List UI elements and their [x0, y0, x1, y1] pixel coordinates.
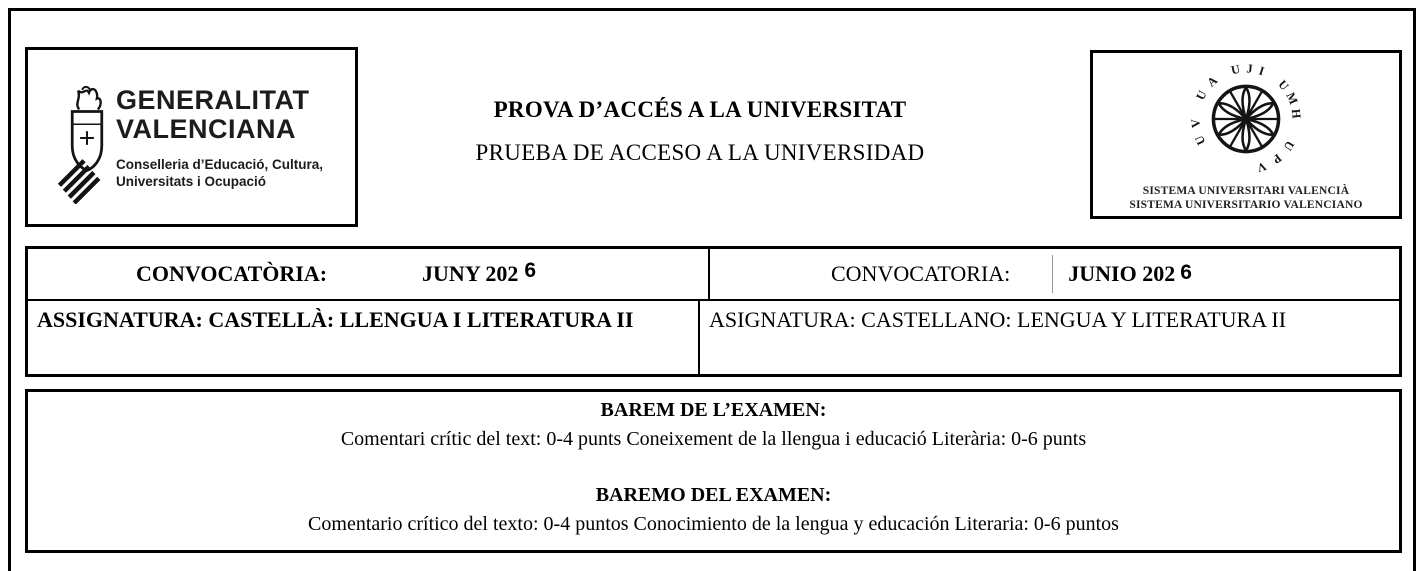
- exam-title-valencian: PROVA D’ACCÉS A LA UNIVERSITAT: [493, 97, 907, 122]
- info-table: [25, 246, 1402, 377]
- svg-text:U: U: [1193, 88, 1210, 103]
- convocatoria-label-valencian: CONVOCATÒRIA:: [136, 261, 328, 286]
- svg-text:J: J: [1245, 61, 1254, 76]
- convocatoria-cell-spanish: [710, 249, 1399, 299]
- svg-text:U: U: [1280, 138, 1298, 154]
- svg-text:I: I: [1257, 63, 1267, 79]
- svg-text:A: A: [1204, 73, 1221, 90]
- generalitat-logo-box: [25, 47, 358, 227]
- svg-text:M: M: [1283, 90, 1301, 107]
- generalitat-name: [116, 86, 323, 144]
- svg-text:V: V: [1255, 159, 1268, 176]
- barem-body-spanish: Comentario crítico del texto: 0-4 puntos Conocimiento de la lengua y educación Literaria: 0-6 puntos: [308, 513, 1119, 535]
- exam-titles: [400, 97, 1000, 166]
- suv-caption-spanish: SISTEMA UNIVERSITARIO VALENCIANO: [1129, 199, 1363, 211]
- convocatoria-digit-spanish: 6: [1180, 261, 1192, 284]
- convocatoria-digit-valencian: 6: [524, 259, 537, 282]
- subject-valencian: ASSIGNATURA: CASTELLÀ: LLENGUA I LITERATURA II: [28, 301, 700, 374]
- grading-scheme-box: [25, 389, 1402, 553]
- barem-heading-spanish: BAREMO DEL EXAMEN:: [595, 484, 832, 506]
- subject-row: [28, 301, 1399, 374]
- convocatoria-label-spanish: CONVOCATORIA:: [831, 261, 1011, 286]
- suv-captions: [1093, 184, 1399, 212]
- svg-text:H: H: [1288, 108, 1304, 120]
- svg-text:U: U: [1191, 133, 1209, 148]
- conselleria-line2: Universitats i Ocupació: [116, 173, 267, 189]
- convocatoria-cell-valencian: [28, 249, 710, 299]
- suv-logo-box: [1090, 50, 1402, 219]
- suv-emblem-icon: [1182, 55, 1310, 183]
- suv-caption-valencian: SISTEMA UNIVERSITARI VALENCIÀ: [1142, 185, 1350, 197]
- convocatoria-row: [28, 249, 1399, 301]
- exam-title-spanish: PRUEBA DE ACCESO A LA UNIVERSIDAD: [475, 140, 925, 165]
- barem-heading-valencian: BAREM DE L’EXAMEN:: [600, 399, 827, 421]
- convocatoria-field-divider: [1052, 255, 1053, 293]
- convocatoria-year-valencian: JUNY 202: [422, 261, 519, 286]
- generalitat-name-line1: GENERALITAT: [116, 85, 310, 115]
- generalitat-coat-of-arms-icon: [56, 76, 118, 204]
- barem-body-valencian: Comentari crític del text: 0-4 punts Coneixement de la llengua i educació Literària: 0-6 punts: [340, 428, 1087, 450]
- svg-text:U: U: [1229, 61, 1242, 78]
- conselleria-name: [116, 157, 323, 190]
- svg-text:V: V: [1188, 118, 1204, 129]
- svg-text:U: U: [1275, 77, 1292, 94]
- convocatoria-value-valencian: [422, 261, 536, 287]
- svg-text:P: P: [1269, 151, 1285, 167]
- conselleria-line1: Conselleria d’Educació, Cultura,: [116, 157, 324, 172]
- convocatoria-value-spanish: [1068, 261, 1192, 287]
- subject-spanish: ASIGNATURA: CASTELLANO: LENGUA Y LITERATURA II: [709, 307, 1287, 332]
- generalitat-name-line2: VALENCIANA: [116, 114, 296, 144]
- convocatoria-year-spanish: JUNIO 202: [1068, 261, 1176, 286]
